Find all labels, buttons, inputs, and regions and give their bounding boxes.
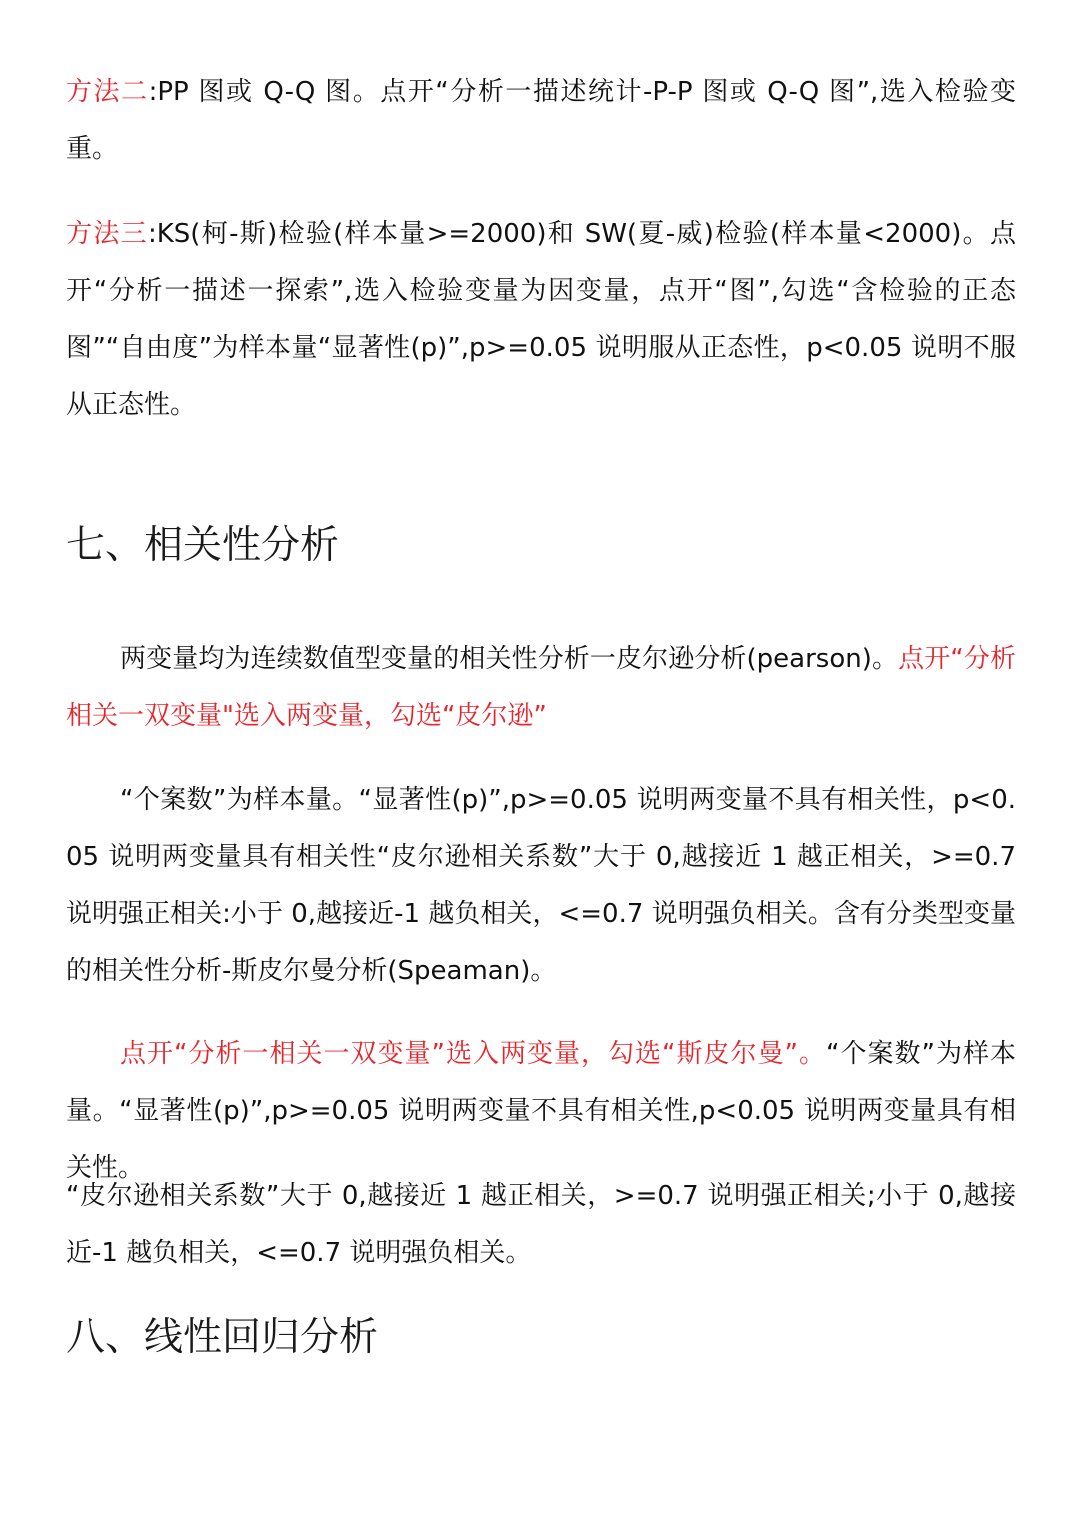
paragraph-spearman-coef — [66, 1168, 1016, 1282]
paragraph-pearson-intro — [66, 631, 1016, 745]
pearson-result-text: “个案数”为样本量。“显著性(p)”,p>=0.05 说明两变量不具有相关性，p<0.05 说明两变量具有相关性“皮尔逊相关系数”大于 0,越接近 1 越正相关，>=0.7 说明强正相关:小于 0,越接近-1 越负相关，<=0.7 说明强负相关。含有分类型变量的相关性分析-斯皮尔曼分析(Speaman)。 — [66, 785, 1016, 986]
section7-heading: 七、相关性分析 — [66, 523, 340, 568]
method3-text: :KS(柯-斯)检验(样本量>=2000)和 SW(夏-威)检验(样本量<2000)。点开“分析一描述一探索”,选入检验变量为因变量，点开“图”,勾选“含检验的正态图”“自由度”为样本量“显著性(p)”,p>=0.05 说明服从正态性，p<0.05 说明不服从正态性。 — [66, 219, 1016, 420]
method2-text: :PP 图或 Q-Q 图。点开“分析一描述统计-P-P 图或 Q-Q 图”,选入检验变重。 — [66, 77, 1016, 164]
pearson-intro-highlight: 点开“分析相关一双变量"选入两变量，勾选“皮尔逊” — [66, 644, 1016, 731]
pearson-intro-text: 两变量均为连续数值型变量的相关性分析一皮尔逊分析(pearson)。 — [120, 644, 899, 674]
spearman-highlight: 点开“分析一相关一双变量”选入两变量，勾选“斯皮尔曼”。 — [120, 1039, 827, 1069]
paragraph-method3 — [66, 206, 1016, 434]
spearman-text: “个案数”为样本量。“显著性(p)”,p>=0.05 说明两变量不具有相关性,p<0.05 说明两变量具有相关性。 — [66, 1039, 1016, 1183]
paragraph-method2 — [66, 64, 1016, 178]
spearman-coef-text: “皮尔逊相关系数”大于 0,越接近 1 越正相关，>=0.7 说明强正相关;小于 0,越接近-1 越负相关，<=0.7 说明强负相关。 — [66, 1181, 1016, 1268]
method2-label: 方法二 — [66, 77, 149, 107]
section8-heading: 八、线性回归分析 — [66, 1315, 379, 1360]
method3-label: 方法三 — [66, 219, 148, 249]
paragraph-pearson-result — [66, 772, 1016, 1000]
